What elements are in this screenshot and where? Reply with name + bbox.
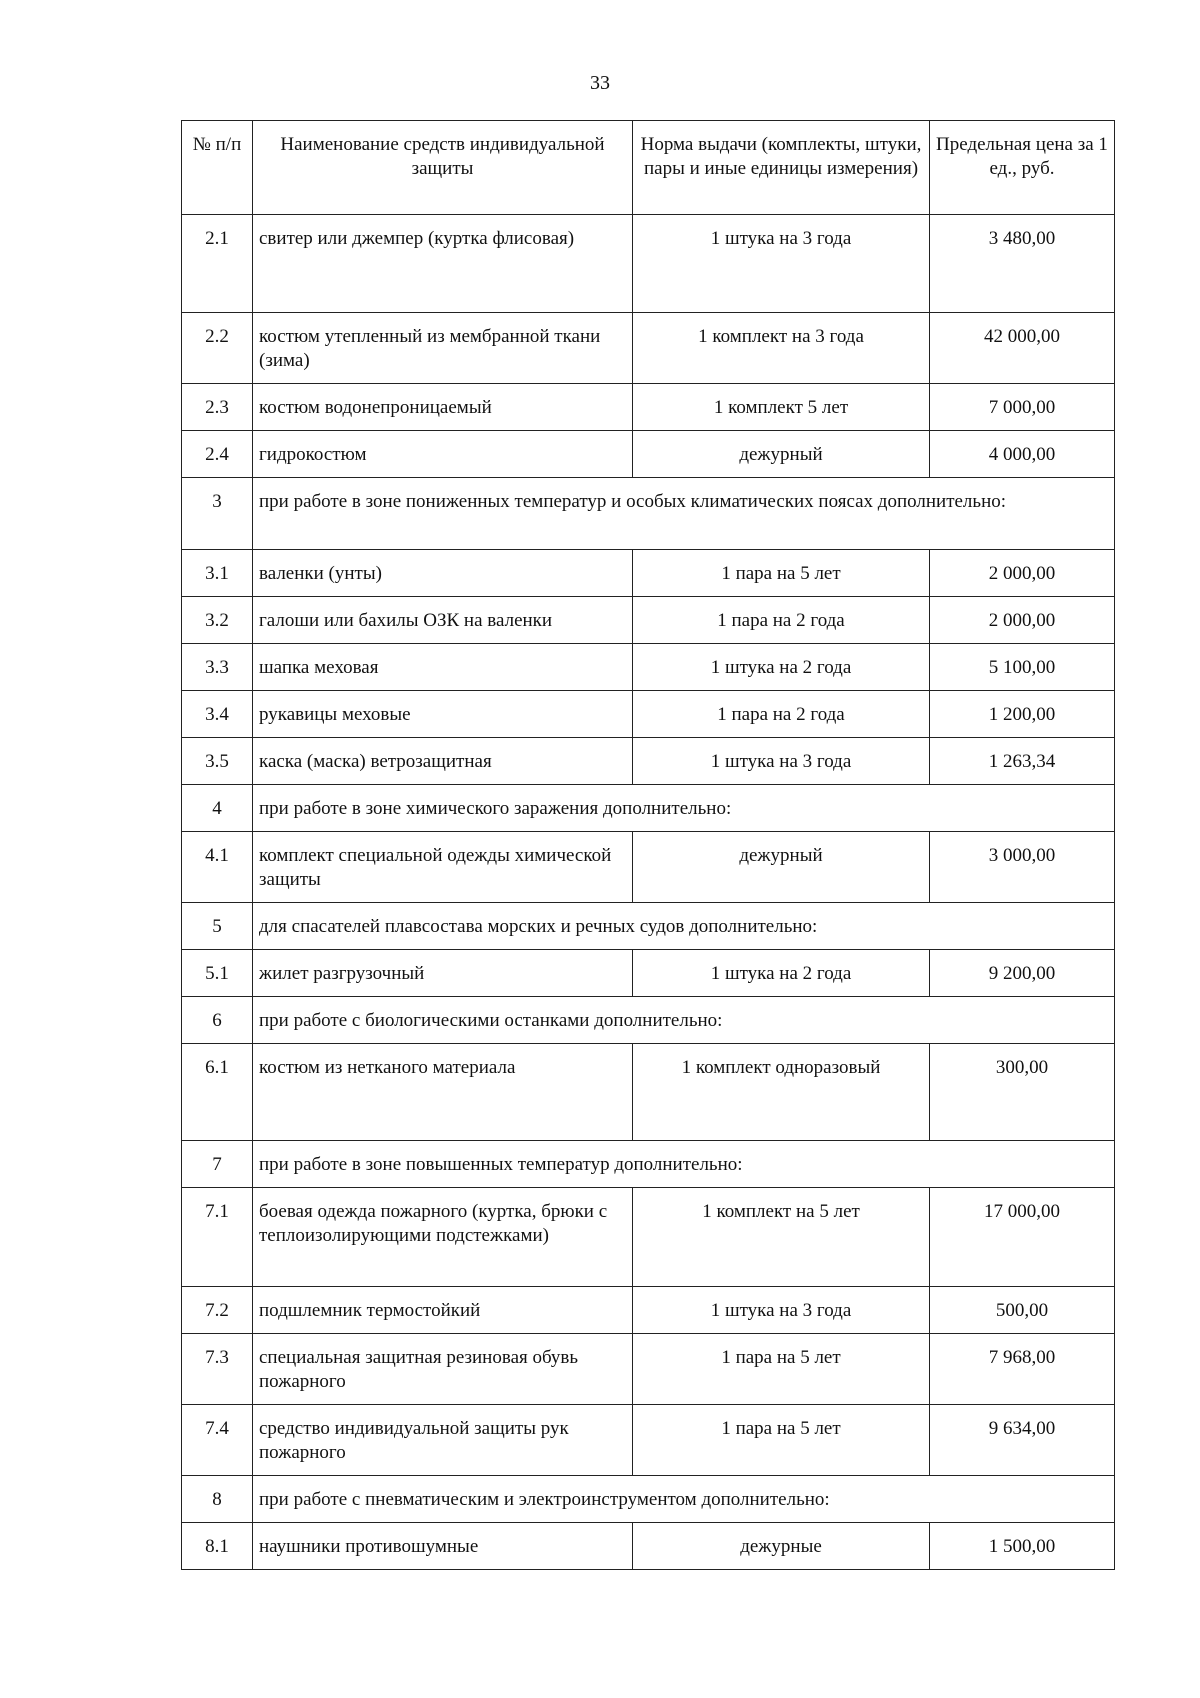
ppe-norms-table [181,120,1115,1570]
table-row [182,738,1115,785]
item-norm: 1 комплект на 3 года [633,313,930,384]
item-price: 5 100,00 [930,644,1115,691]
table-row [182,1405,1115,1476]
table-row [182,1188,1115,1287]
item-norm: 1 пара на 5 лет [633,1334,930,1405]
item-price: 9 200,00 [930,950,1115,997]
item-price: 42 000,00 [930,313,1115,384]
item-name: шапка меховая [253,644,633,691]
item-norm: дежурные [633,1523,930,1570]
item-name: свитер или джемпер (куртка флисовая) [253,215,633,313]
section-row [182,903,1115,950]
row-number: 2.3 [182,384,253,431]
item-price: 300,00 [930,1044,1115,1141]
row-number: 3 [182,478,253,550]
section-title: для спасателей плавсостава морских и речных судов дополнительно: [253,903,1115,950]
item-price: 7 968,00 [930,1334,1115,1405]
item-norm: дежурный [633,832,930,903]
section-title: при работе с биологическими останками дополнительно: [253,997,1115,1044]
item-norm: 1 комплект на 5 лет [633,1188,930,1287]
section-row [182,478,1115,550]
item-name: гидрокостюм [253,431,633,478]
row-number: 7.3 [182,1334,253,1405]
item-norm: 1 пара на 5 лет [633,550,930,597]
item-name: костюм утепленный из мембранной ткани (зима) [253,313,633,384]
row-number: 8.1 [182,1523,253,1570]
item-norm: 1 комплект одноразовый [633,1044,930,1141]
row-number: 4 [182,785,253,832]
row-number: 3.1 [182,550,253,597]
table-row [182,597,1115,644]
item-norm: 1 штука на 3 года [633,738,930,785]
row-number: 3.5 [182,738,253,785]
item-price: 1 500,00 [930,1523,1115,1570]
item-price: 500,00 [930,1287,1115,1334]
row-number: 3.4 [182,691,253,738]
row-number: 8 [182,1476,253,1523]
table-row [182,313,1115,384]
row-number: 7.2 [182,1287,253,1334]
item-norm: 1 пара на 5 лет [633,1405,930,1476]
table-row [182,644,1115,691]
item-norm: 1 пара на 2 года [633,691,930,738]
item-norm: дежурный [633,431,930,478]
item-norm: 1 штука на 3 года [633,215,930,313]
table-row [182,215,1115,313]
item-norm: 1 комплект 5 лет [633,384,930,431]
header-num: № п/п [182,121,253,215]
row-number: 7.1 [182,1188,253,1287]
section-row [182,1141,1115,1188]
header-name: Наименование средств индивидуальной защиты [253,121,633,215]
item-name: подшлемник термостойкий [253,1287,633,1334]
header-norm: Норма выдачи (комплекты, штуки, пары и иные единицы измерения) [633,121,930,215]
item-name: специальная защитная резиновая обувь пожарного [253,1334,633,1405]
item-name: каска (маска) ветрозащитная [253,738,633,785]
row-number: 2.4 [182,431,253,478]
table-row [182,384,1115,431]
item-name: жилет разгрузочный [253,950,633,997]
item-name: костюм из нетканого материала [253,1044,633,1141]
header-price: Предельная цена за 1 ед., руб. [930,121,1115,215]
item-price: 1 263,34 [930,738,1115,785]
row-number: 7 [182,1141,253,1188]
row-number: 4.1 [182,832,253,903]
section-title: при работе в зоне пониженных температур и особых климатических поясах дополнительно: [253,478,1115,550]
table-row [182,1044,1115,1141]
table-row [182,691,1115,738]
row-number: 3.3 [182,644,253,691]
section-title: при работе в зоне повышенных температур дополнительно: [253,1141,1115,1188]
row-number: 2.2 [182,313,253,384]
item-price: 2 000,00 [930,597,1115,644]
section-title: при работе с пневматическим и электроинструментом дополнительно: [253,1476,1115,1523]
item-price: 3 000,00 [930,832,1115,903]
table-row [182,832,1115,903]
section-row [182,785,1115,832]
item-norm: 1 штука на 2 года [633,644,930,691]
section-row [182,1476,1115,1523]
item-norm: 1 штука на 2 года [633,950,930,997]
item-price: 2 000,00 [930,550,1115,597]
item-norm: 1 штука на 3 года [633,1287,930,1334]
item-price: 17 000,00 [930,1188,1115,1287]
table-row [182,1334,1115,1405]
item-name: галоши или бахилы ОЗК на валенки [253,597,633,644]
table-row [182,1523,1115,1570]
table-body [182,215,1115,1570]
item-price: 9 634,00 [930,1405,1115,1476]
item-norm: 1 пара на 2 года [633,597,930,644]
item-name: комплект специальной одежды химической защиты [253,832,633,903]
table-row [182,550,1115,597]
item-name: валенки (унты) [253,550,633,597]
row-number: 6.1 [182,1044,253,1141]
row-number: 2.1 [182,215,253,313]
row-number: 3.2 [182,597,253,644]
table-row [182,431,1115,478]
item-price: 4 000,00 [930,431,1115,478]
item-name: рукавицы меховые [253,691,633,738]
item-name: наушники противошумные [253,1523,633,1570]
item-price: 1 200,00 [930,691,1115,738]
row-number: 6 [182,997,253,1044]
row-number: 7.4 [182,1405,253,1476]
page-number: 33 [590,72,610,94]
section-title: при работе в зоне химического заражения дополнительно: [253,785,1115,832]
table-row [182,1287,1115,1334]
table-row [182,950,1115,997]
row-number: 5 [182,903,253,950]
table-header-row [182,121,1115,215]
row-number: 5.1 [182,950,253,997]
item-name: боевая одежда пожарного (куртка, брюки с теплоизолирующими подстежками) [253,1188,633,1287]
item-name: костюм водонепроницаемый [253,384,633,431]
item-price: 3 480,00 [930,215,1115,313]
item-name: средство индивидуальной защиты рук пожарного [253,1405,633,1476]
item-price: 7 000,00 [930,384,1115,431]
section-row [182,997,1115,1044]
